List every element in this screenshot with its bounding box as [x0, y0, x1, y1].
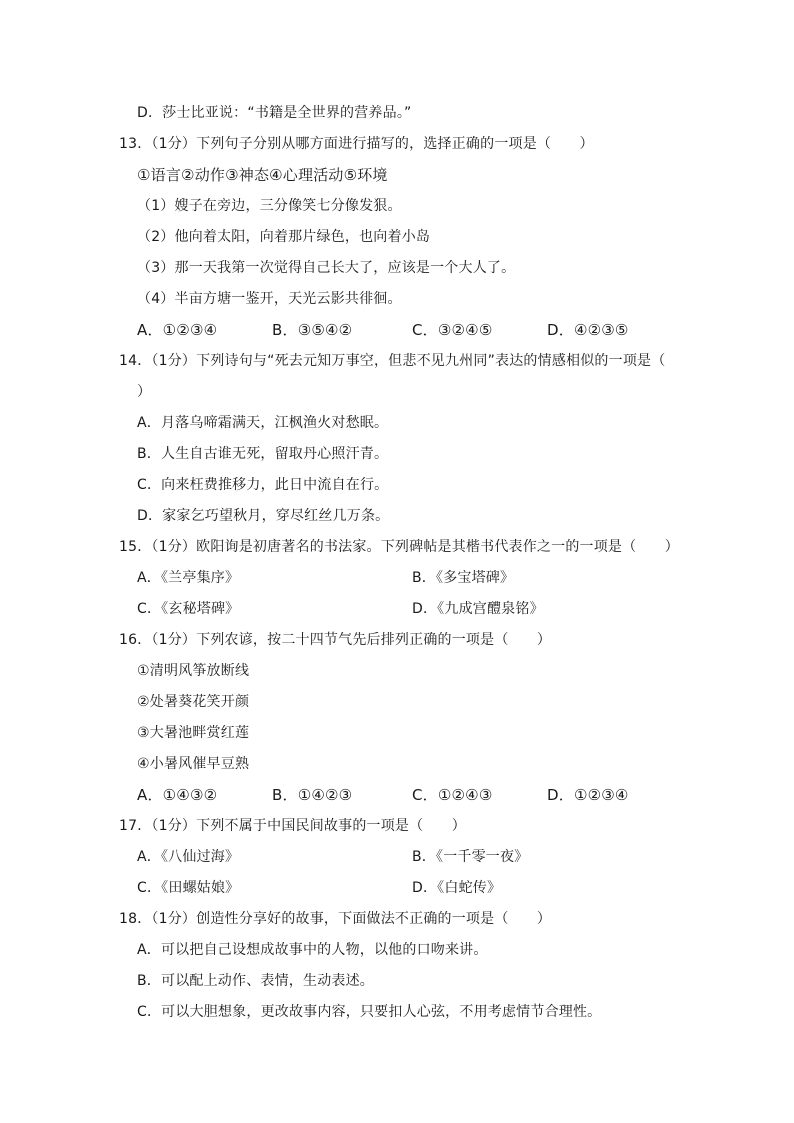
q18-option-c: C．可以大胆想象，更改故事内容，只要扣人心弦，不用考虑情节合理性。	[137, 1004, 602, 1020]
q15-option-c: C．《玄秘塔碑》	[137, 601, 240, 617]
q17-option-b: B．《一千零一夜》	[412, 849, 529, 865]
q16-item-4: ④小暑风催早豆熟	[137, 756, 250, 772]
prev-option-d: D．莎士比亚说：“书籍是全世界的营养品。”	[137, 105, 412, 121]
q13-option-b: B．③⑤④②	[272, 321, 353, 339]
q17-option-a: A．《八仙过海》	[137, 849, 240, 865]
q13-sentence-2: （2）他向着太阳，向着那片绿色，也向着小岛	[137, 229, 431, 245]
q13-items: ①语言②动作③神态④心理活动⑤环境	[137, 166, 388, 184]
q16-item-1: ①清明风筝放断线	[137, 663, 250, 679]
q13-stem: 13．（1分）下列句子分别从哪方面进行描写的，选择正确的一项是（ ）	[119, 136, 594, 152]
q14-stem: 14．（1分）下列诗句与“死去元知万事空，但悲不见九州同”表达的情感相似的一项是（	[119, 353, 666, 369]
q14-option-c: C．向来枉费推移力，此日中流自在行。	[137, 477, 389, 493]
q16-stem: 16．（1分）下列农谚，按二十四节气先后排列正确的一项是（ ）	[119, 632, 552, 648]
q14-option-b: B．人生自古谁无死，留取丹心照汗青。	[137, 446, 389, 462]
q13-option-a: A．①②③④	[137, 321, 218, 339]
q15-option-b: B．《多宝塔碑》	[412, 570, 515, 586]
q16-item-3: ③大暑池畔赏红莲	[137, 725, 250, 741]
q13-option-c: C．③②④⑤	[412, 321, 493, 339]
q14-stem-end: ）	[137, 384, 152, 400]
q14-option-a: A．月落乌啼霜满天，江枫渔火对愁眠。	[137, 415, 389, 431]
q18-stem: 18．（1分）创造性分享好的故事，下面做法不正确的一项是（ ）	[119, 911, 552, 927]
q16-option-d: D．①②③④	[547, 786, 629, 804]
q18-option-a: A．可以把自己设想成故事中的人物，以他的口吻来讲。	[137, 942, 488, 958]
q16-option-b: B．①④②③	[272, 786, 353, 804]
q16-option-a: A．①④③②	[137, 786, 218, 804]
q17-stem: 17．（1分）下列不属于中国民间故事的一项是（ ）	[119, 818, 466, 834]
q16-item-2: ②处暑葵花笑开颜	[137, 694, 250, 710]
q13-sentence-3: （3）那一天我第一次觉得自己长大了，应该是一个大人了。	[137, 260, 516, 276]
q14-option-d: D．家家乞巧望秋月，穿尽红丝几万条。	[137, 508, 390, 524]
q17-option-c: C．《田螺姑娘》	[137, 880, 240, 896]
q15-stem: 15．（1分）欧阳询是初唐著名的书法家。下列碑帖是其楷书代表作之一的一项是（ ）	[119, 539, 679, 555]
q13-option-d: D．④②③⑤	[547, 321, 629, 339]
q16-option-c: C．①②④③	[412, 786, 493, 804]
q17-option-d: D．《白蛇传》	[412, 880, 502, 896]
q15-option-d: D．《九成宫醴泉铭》	[412, 601, 544, 617]
q13-sentence-1: （1）嫂子在旁边，三分像笑七分像发狠。	[137, 198, 402, 214]
q18-option-b: B．可以配上动作、表情，生动表述。	[137, 973, 375, 989]
q13-sentence-4: （4）半亩方塘一鉴开，天光云影共徘徊。	[137, 291, 402, 307]
q15-option-a: A．《兰亭集序》	[137, 570, 240, 586]
